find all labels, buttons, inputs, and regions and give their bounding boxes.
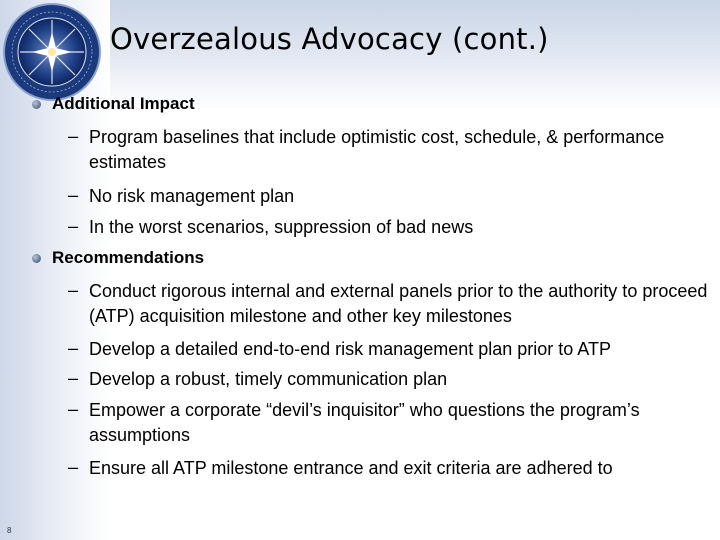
dash-icon: – [68, 338, 79, 358]
section-heading-additional-impact: Additional Impact [52, 94, 195, 113]
dash-icon: – [68, 185, 79, 205]
dash-icon: – [68, 457, 79, 477]
dash-icon: – [68, 399, 79, 419]
list-item: Develop a robust, timely communication plan [89, 369, 448, 389]
dash-icon: – [68, 216, 79, 236]
section-heading-recommendations: Recommendations [52, 248, 205, 267]
bullet-icon [32, 100, 41, 109]
list-item: Conduct rigorous internal and external panels prior to the authority to proceed (ATP) acquisition milestone and other key milestones [89, 281, 708, 326]
list-item: Develop a detailed end-to-end risk management plan prior to ATP [89, 339, 611, 359]
list-item: Program baselines that include optimistic cost, schedule, & performance estimates [89, 127, 665, 172]
list-item: Empower a corporate “devil’s inquisitor” who questions the program’s assumptions [89, 400, 640, 445]
dash-icon: – [68, 126, 79, 146]
dash-icon: – [68, 280, 79, 300]
page-number: 8 [7, 526, 12, 535]
list-item: In the worst scenarios, suppression of bad news [89, 217, 474, 237]
dash-icon: – [68, 368, 79, 388]
list-item: No risk management plan [89, 186, 295, 206]
bullet-icon [32, 254, 41, 263]
slide-title: Overzealous Advocacy (cont.) [110, 22, 549, 56]
list-item: Ensure all ATP milestone entrance and exit criteria are adhered to [89, 458, 613, 478]
